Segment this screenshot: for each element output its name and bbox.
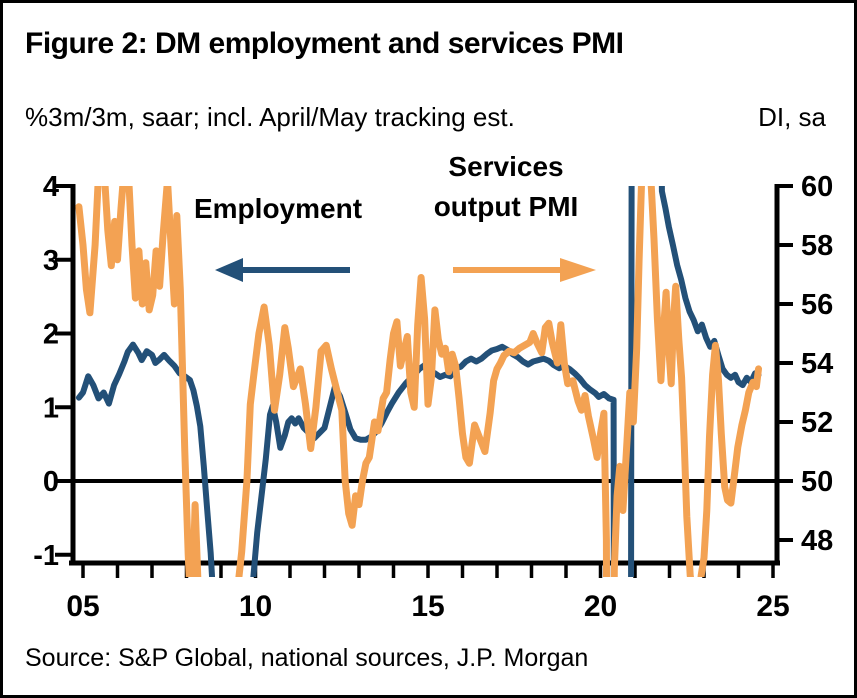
right-tick-label: 58 — [801, 230, 834, 262]
left-tick-label: 2 — [42, 318, 59, 351]
left-tick-label: 4 — [42, 171, 59, 203]
legend-employment-label: Employment — [193, 193, 363, 224]
chart-canvas — [3, 3, 857, 698]
left-tick-label: 3 — [42, 244, 59, 277]
right-tick-label: 56 — [801, 289, 834, 321]
x-tick-label: 15 — [411, 590, 445, 623]
x-tick-label: 05 — [66, 590, 100, 623]
right-tick-label: 50 — [801, 466, 834, 498]
left-tick-label: 0 — [42, 466, 59, 498]
source-note: Source: S&P Global, national sources, J.P. Morgan — [25, 644, 589, 672]
figure-title: Figure 2: DM employment and services PMI — [25, 27, 624, 60]
employment-arrow-head — [215, 258, 243, 282]
x-tick-label: 20 — [583, 590, 618, 623]
left-axis-unit-label: %3m/3m, saar; incl. April/May tracking est. — [25, 102, 515, 132]
services-arrow-head — [560, 258, 596, 282]
x-tick-label: 10 — [238, 590, 273, 623]
legend-services-label-line1: Services — [448, 151, 564, 182]
right-tick-label: 52 — [801, 407, 834, 439]
left-axis-ticks — [33, 171, 73, 572]
left-tick-label: -1 — [33, 539, 59, 572]
x-axis-ticks — [66, 565, 789, 623]
legend-services-label-line2: output PMI — [433, 191, 579, 222]
right-axis-unit-label: DI, sa — [758, 102, 826, 132]
right-tick-label: 60 — [801, 171, 834, 203]
left-tick-label: 1 — [42, 392, 59, 425]
legend-services-label — [401, 147, 611, 227]
right-tick-label: 54 — [801, 348, 834, 380]
legend-arrows — [215, 258, 596, 282]
right-axis-ticks — [777, 171, 833, 557]
right-tick-label: 48 — [801, 525, 834, 557]
x-tick-label: 25 — [756, 590, 790, 623]
